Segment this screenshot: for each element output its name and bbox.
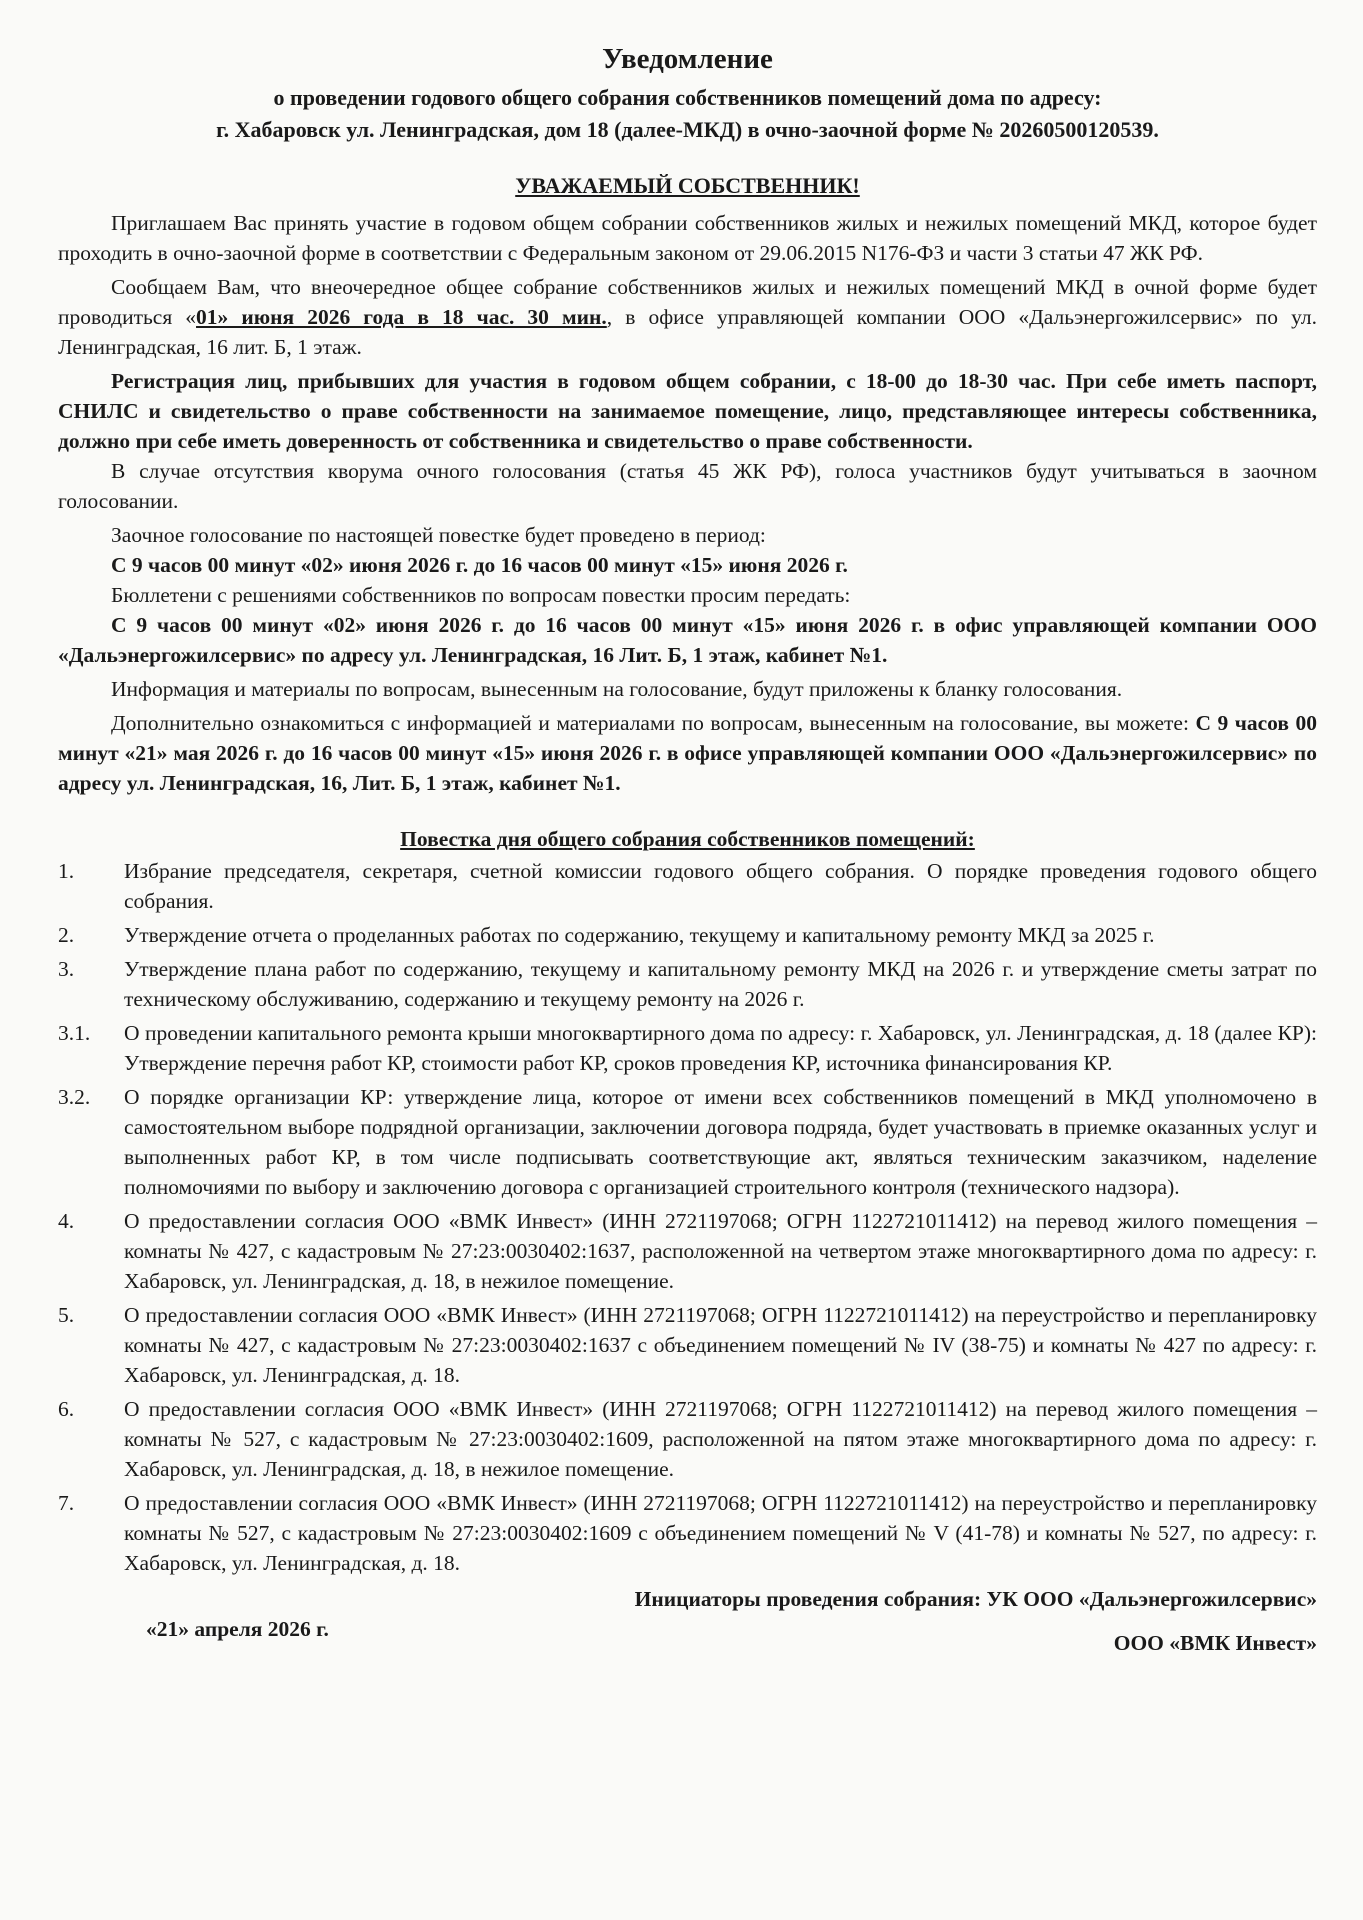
agenda-item-number: 3.1. xyxy=(58,1021,91,1045)
agenda-item xyxy=(58,954,1317,1014)
agenda-item xyxy=(58,1206,1317,1296)
subtitle-line-2: г. Хабаровск ул. Ленинградская, дом 18 (далее-МКД) в очно-заочной форме № 20260500120539. xyxy=(216,117,1159,142)
agenda-item xyxy=(58,920,1317,950)
paragraph-quorum: В случае отсутствия кворума очного голосования (статья 45 ЖК РФ), голоса участников будут учитываться в заочном голосовании. xyxy=(58,459,1317,513)
signature-block xyxy=(58,1584,1317,1674)
meeting-date: 01» июня 2026 года в 18 час. 30 мин. xyxy=(196,305,607,329)
greeting: УВАЖАЕМЫЙ СОБСТВЕННИК! xyxy=(515,173,860,198)
agenda-item-text: О предоставлении согласия ООО «ВМК Инвест» (ИНН 2721197068; ОГРН 1122721011412) на перевод жилого помещения – комнаты № 527, с кадастровым № 27:23:0030402:1609, расположенной на пятом этаже многоквартирного дома по адресу: г. Хабаровск, ул. Ленинградская, д. 18, в нежилое помещение. xyxy=(124,1397,1317,1481)
document-date: «21» апреля 2026 г. xyxy=(146,1617,329,1641)
agenda-item-text: О порядке организации КР: утверждение лица, которое от имени всех собственников помещений в МКД уполномочено в самостоятельном выборе подрядной организации, заключении договора подряда, будет участвовать в приемке оказанных услуг и выполненных работ КР, в том числе подписывать соответствующие акт, являться техническим заказчиком, наделение полномочиями по выбору и заключению договора с организацией строительного контроля (технического надзора). xyxy=(124,1085,1317,1199)
agenda-item-number: 5. xyxy=(58,1303,75,1327)
agenda-item-text: Утверждение отчета о проделанных работах по содержанию, текущему и капитальному ремонту МКД за 2025 г. xyxy=(124,923,1155,947)
agenda-item-number: 4. xyxy=(58,1209,75,1233)
paragraph-absentee-period: Заочное голосование по настоящей повестке будет проведено в период: xyxy=(111,523,766,547)
paragraph-review xyxy=(58,708,1317,798)
absentee-period-dates: С 9 часов 00 минут «02» июня 2026 г. до 16 часов 00 минут «15» июня 2026 г. xyxy=(111,553,848,577)
agenda-item xyxy=(58,1488,1317,1578)
ballots-period-dates: С 9 часов 00 минут «02» июня 2026 г. до 16 часов 00 минут «15» июня 2026 г. в офис управляющей компании ООО «Дальэнергожилсервис» по адресу ул. Ленинградская, 16 Лит. Б, 1 этаж, кабинет №1. xyxy=(58,613,1317,667)
paragraph-meeting-time xyxy=(58,272,1317,362)
subtitle-line-1: о проведении годового общего собрания собственников помещений дома по адресу: xyxy=(273,85,1102,110)
agenda-item xyxy=(58,1394,1317,1484)
agenda-item-number: 3.2. xyxy=(58,1085,91,1109)
agenda-item xyxy=(58,1300,1317,1390)
agenda-item-number: 7. xyxy=(58,1491,75,1515)
review-text: Дополнительно ознакомиться с информацией и материалами по вопросам, вынесенным на голосование, вы можете: xyxy=(111,711,1196,735)
agenda-list xyxy=(58,856,1317,1578)
agenda-item-text: Избрание председателя, секретаря, счетной комиссии годового общего собрания. О порядке проведения годового общего собрания. xyxy=(124,859,1317,913)
agenda-item-text: О предоставлении согласия ООО «ВМК Инвест» (ИНН 2721197068; ОГРН 1122721011412) на переустройство и перепланировку комнаты № 427, с кадастровым № 27:23:0030402:1637 с объединением помещений № IV (38-75) и комнаты № 427 по адресу: г. Хабаровск, ул. Ленинградская, д. 18. xyxy=(124,1303,1317,1387)
agenda-item-number: 6. xyxy=(58,1397,75,1421)
agenda-item xyxy=(58,1082,1317,1202)
agenda-item-number: 3. xyxy=(58,957,75,981)
agenda-item-text: О предоставлении согласия ООО «ВМК Инвест» (ИНН 2721197068; ОГРН 1122721011412) на переустройство и перепланировку комнаты № 527, с кадастровым № 27:23:0030402:1609 с объединением помещений № V (41-78) и комнаты № 527, по адресу: г. Хабаровск, ул. Ленинградская, д. 18. xyxy=(124,1491,1317,1575)
agenda-item-number: 2. xyxy=(58,923,75,947)
agenda-item xyxy=(58,856,1317,916)
co-initiator-company: ООО «ВМК Инвест» xyxy=(1113,1631,1317,1655)
agenda-item-text: О предоставлении согласия ООО «ВМК Инвест» (ИНН 2721197068; ОГРН 1122721011412) на перевод жилого помещения – комнаты № 427, с кадастровым № 27:23:0030402:1637, расположенной на четвертом этаже многоквартирного дома по адресу: г. Хабаровск, ул. Ленинградская, д. 18, в нежилое помещение. xyxy=(124,1209,1317,1293)
agenda-item-number: 1. xyxy=(58,859,75,883)
paragraph-invitation: Приглашаем Вас принять участие в годовом общем собрании собственников жилых и нежилых помещений МКД, которое будет проходить в очно-заочной форме в соответствии с Федеральным законом от 29.06.2015 N176-ФЗ и части 3 статьи 47 ЖК РФ. xyxy=(58,211,1317,265)
agenda-item xyxy=(58,1018,1317,1078)
paragraph-registration: Регистрация лиц, прибывших для участия в годовом общем собрании, с 18-00 до 18-30 час. При себе иметь паспорт, СНИЛС и свидетельство о праве собственности на занимаемое помещение, лицо, представляющее интересы собственника, должно при себе иметь доверенность от собственника и свидетельство о праве собственности. xyxy=(58,369,1317,453)
paragraph-ballots: Бюллетени с решениями собственников по вопросам повестки просим передать: xyxy=(111,583,851,607)
review-dates: С 9 часов 00 минут «21» мая 2026 г. до 16 часов 00 минут «15» июня 2026 г. в офисе управляющей компании ООО «Дальэнергожилсервис» по адресу ул. Ленинградская, 16, Лит. Б, 1 этаж, кабинет №1. xyxy=(58,711,1317,795)
agenda-item-text: О проведении капитального ремонта крыши многоквартирного дома по адресу: г. Хабаровск, ул. Ленинградская, д. 18 (далее КР): Утверждение перечня работ КР, стоимости работ КР, сроков проведения КР, источника финансирования КР. xyxy=(124,1021,1317,1075)
page-title: Уведомление xyxy=(602,43,773,75)
initiators-line: Инициаторы проведения собрания: УК ООО «Дальэнергожилсервис» xyxy=(634,1587,1317,1611)
agenda-item-text: Утверждение плана работ по содержанию, текущему и капитальному ремонту МКД на 2026 г. и утверждение сметы затрат по техническому обслуживанию, содержанию и текущему ремонту на 2026 г. xyxy=(124,957,1317,1011)
agenda-heading: Повестка дня общего собрания собственников помещений: xyxy=(400,827,975,851)
meeting-text-before: Сообщаем Вам, что внеочередное общее собрание собственников жилых и нежилых помещений МКД в очной форме будет проводиться « xyxy=(58,275,1317,329)
meeting-text-after: , в офисе управляющей компании ООО «Дальэнергожилсервис» по ул. Ленинградская, 16 лит. Б, 1 этаж. xyxy=(58,305,1317,359)
paragraph-materials: Информация и материалы по вопросам, вынесенным на голосование, будут приложены к бланку голосования. xyxy=(111,677,1123,701)
